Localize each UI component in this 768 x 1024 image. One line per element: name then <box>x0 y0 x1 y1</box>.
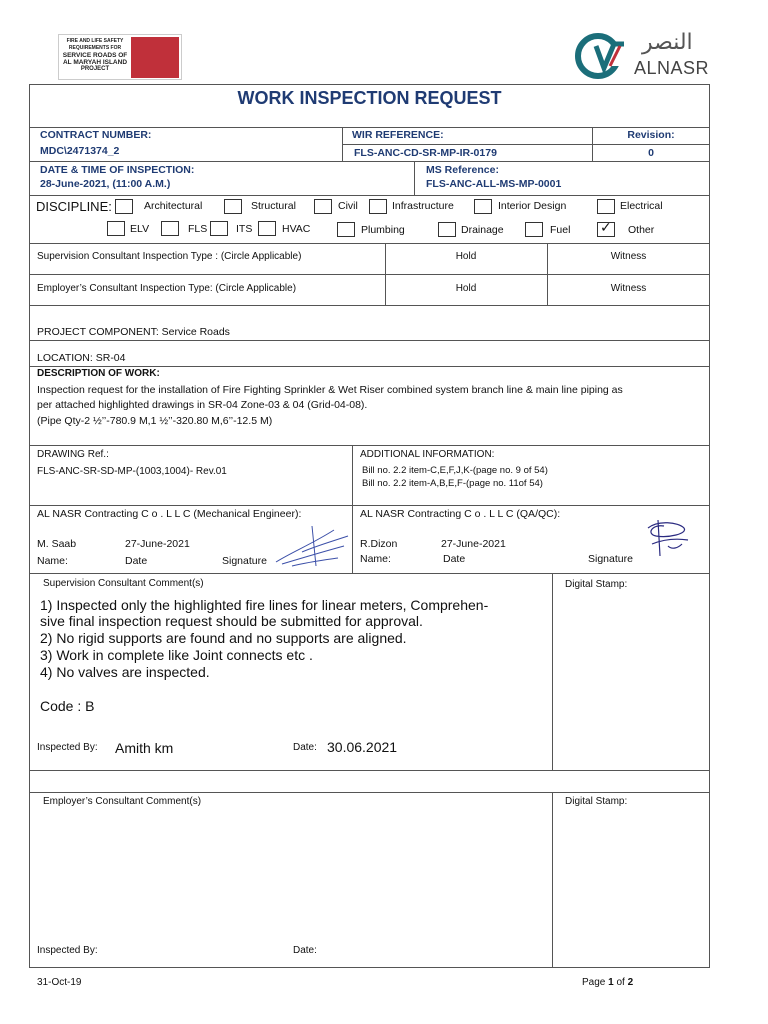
alnasr-emblem-icon <box>574 32 634 80</box>
supervision-date-value: 30.06.2021 <box>327 739 398 755</box>
page-current: 1 <box>608 977 614 988</box>
drainage-checkbox[interactable] <box>438 222 456 237</box>
qaqc-signature <box>638 516 694 558</box>
qaqc-name: R.Dizon <box>360 538 398 550</box>
ms-reference-value: FLS-ANC-ALL-MS-MP-0001 <box>426 178 562 190</box>
inspection-datetime-value: 28-June-2021, (11:00 A.M.) <box>40 178 171 190</box>
supervision-type-label: Supervision Consultant Inspection Type : (Circle Applicable) <box>37 251 302 262</box>
discipline-label: DISCIPLINE: <box>36 199 112 214</box>
architectural-checkbox[interactable] <box>115 199 133 214</box>
ms-reference-label: MS Reference: <box>426 164 499 176</box>
architectural-label: Architectural <box>144 200 203 212</box>
qaqc-date: 27-June-2021 <box>441 538 506 550</box>
employer-comments-label: Employer’s Consultant Comment(s) <box>43 796 202 807</box>
footer-page-number <box>582 977 633 988</box>
supervision-comments-label: Supervision Consultant Comment(s) <box>43 578 204 589</box>
interior-design-checkbox[interactable] <box>474 199 492 214</box>
qaqc-signature-label: Signature <box>588 553 633 565</box>
plumbing-label: Plumbing <box>361 224 405 236</box>
structural-checkbox[interactable] <box>224 199 242 214</box>
page-total: 2 <box>627 977 634 988</box>
electrical-checkbox[interactable] <box>597 199 615 214</box>
alnasr-arabic: النصر <box>642 30 693 55</box>
logo-line-3: SERVICE ROADS OF <box>62 52 128 59</box>
drawing-value: FLS-ANC-SR-SD-MP-(1003,1004)- Rev.01 <box>37 466 227 477</box>
form-title: WORK INSPECTION REQUEST <box>237 88 502 108</box>
mech-engineer-signature <box>272 522 352 568</box>
checkmark-icon: ✓ <box>600 220 612 236</box>
fls-label: FLS <box>188 223 208 235</box>
mech-engineer-date: 27-June-2021 <box>125 538 190 550</box>
its-label: ITS <box>236 223 253 235</box>
description-line-1: Inspection request for the installation of Fire Fighting Sprinkler & Wet Riser combined system branch line & main line piping as <box>37 384 623 396</box>
supervision-comment-line-3: 2) No rigid supports are found and no supports are aligned. <box>40 630 407 646</box>
its-checkbox[interactable] <box>210 221 228 236</box>
contract-number-value: MDC\2471374_2 <box>40 145 120 157</box>
supervision-inspected-by-value: Amith km <box>115 740 174 756</box>
supervision-comment-line-2: sive final inspection request should be submitted for approval. <box>40 613 423 629</box>
supervision-hold[interactable]: Hold <box>455 251 477 262</box>
electrical-label: Electrical <box>620 200 663 212</box>
supervision-witness[interactable]: Witness <box>610 251 647 262</box>
drainage-label: Drainage <box>461 224 504 236</box>
supervision-comment-line-5: 4) No valves are inspected. <box>40 664 210 680</box>
infrastructure-label: Infrastructure <box>392 200 454 212</box>
mech-engineer-date-label: Date <box>125 555 148 567</box>
elv-label: ELV <box>130 223 150 235</box>
page-prefix: Page <box>582 977 609 988</box>
description-label: DESCRIPTION OF WORK: <box>37 368 160 379</box>
project-component: PROJECT COMPONENT: Service Roads <box>37 326 230 338</box>
qaqc-heading: AL NASR Contracting C o . L L C (QA/QC): <box>360 508 561 520</box>
logo-line-2: REQUIREMENTS FOR <box>68 45 122 51</box>
project-logo <box>58 34 182 80</box>
fuel-checkbox[interactable] <box>525 222 543 237</box>
civil-label: Civil <box>338 200 358 212</box>
location: LOCATION: SR-04 <box>37 352 126 364</box>
additional-info-label: ADDITIONAL INFORMATION: <box>360 449 495 460</box>
inspection-datetime-label: DATE & TIME OF INSPECTION: <box>40 164 195 176</box>
description-line-3: (Pipe Qty-2 ½’’-780.9 M,1 ½’’-320.80 M,6’’-12.5 M) <box>37 415 273 427</box>
employer-date-label: Date: <box>293 945 317 956</box>
plumbing-checkbox[interactable] <box>337 222 355 237</box>
supervision-date-label: Date: <box>293 742 317 753</box>
interior-design-label: Interior Design <box>498 200 567 212</box>
logo-red-block <box>131 37 179 78</box>
supervision-code: Code : B <box>40 698 95 714</box>
fls-checkbox[interactable] <box>161 221 179 236</box>
mech-engineer-name: M. Saab <box>37 538 77 550</box>
civil-checkbox[interactable] <box>314 199 332 214</box>
revision-value: 0 <box>648 147 654 159</box>
mech-engineer-heading: AL NASR Contracting C o . L L C (Mechanical Engineer): <box>37 508 302 520</box>
alnasr-logo <box>572 30 722 82</box>
logo-line-5: PROJECT <box>80 66 110 72</box>
additional-info-line-1: Bill no. 2.2 item-C,E,F,J,K-(page no. 9 of 54) <box>362 465 548 476</box>
revision-label: Revision: <box>627 129 675 141</box>
other-checkbox[interactable] <box>597 222 615 237</box>
mech-engineer-name-label: Name: <box>37 555 68 567</box>
employer-witness[interactable]: Witness <box>610 283 647 294</box>
contract-number-label: CONTRACT NUMBER: <box>40 129 152 141</box>
other-label: Other <box>628 224 655 236</box>
footer-date: 31-Oct-19 <box>37 977 82 988</box>
additional-info-line-2: Bill no. 2.2 item-A,B,E,F-(page no. 11of 54) <box>362 478 543 489</box>
wir-reference-value: FLS-ANC-CD-SR-MP-IR-0179 <box>354 147 497 159</box>
structural-label: Structural <box>251 200 296 212</box>
fuel-label: Fuel <box>550 224 571 236</box>
supervision-comment-line-4: 3) Work in complete like Joint connects etc . <box>40 647 313 663</box>
drawing-label: DRAWING Ref.: <box>37 449 109 460</box>
employer-stamp-label: Digital Stamp: <box>565 796 628 807</box>
logo-line-1: FIRE AND LIFE SAFETY <box>66 38 124 44</box>
elv-checkbox[interactable] <box>107 221 125 236</box>
hvac-checkbox[interactable] <box>258 221 276 236</box>
employer-hold[interactable]: Hold <box>455 283 477 294</box>
logo-line-4: AL MARYAH ISLAND <box>62 59 128 66</box>
qaqc-date-label: Date <box>443 553 466 565</box>
form-frame <box>29 84 710 968</box>
mech-engineer-signature-label: Signature <box>222 555 267 567</box>
hvac-label: HVAC <box>282 223 311 235</box>
wir-reference-label: WIR REFERENCE: <box>352 129 444 141</box>
employer-type-label: Employer’s Consultant Inspection Type: (Circle Applicable) <box>37 283 297 294</box>
supervision-comment-line-1: 1) Inspected only the highlighted fire lines for linear meters, Comprehen- <box>40 597 489 613</box>
qaqc-name-label: Name: <box>360 553 391 565</box>
supervision-inspected-by-label: Inspected By: <box>37 742 98 753</box>
supervision-stamp-label: Digital Stamp: <box>565 579 628 590</box>
description-line-2: per attached highlighted drawings in SR-04 Zone-03 & 04 (Grid-04-08). <box>37 399 368 411</box>
infrastructure-checkbox[interactable] <box>369 199 387 214</box>
employer-inspected-by-label: Inspected By: <box>37 945 98 956</box>
page-of: of <box>613 977 628 988</box>
alnasr-name: ALNASR <box>634 58 710 78</box>
